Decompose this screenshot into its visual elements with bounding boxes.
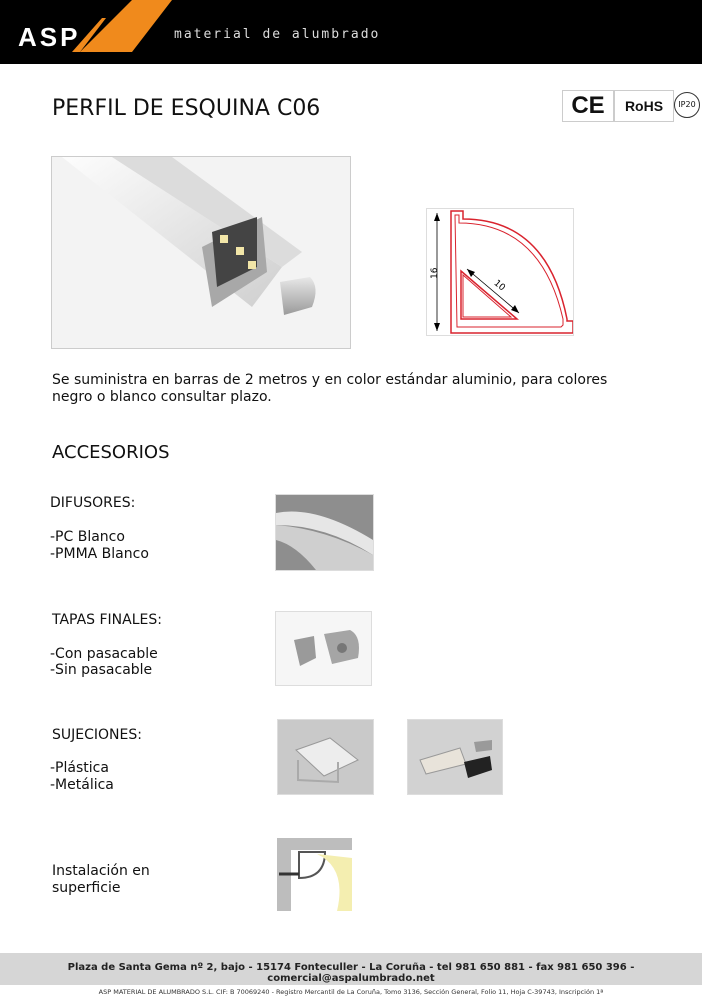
accessories-heading: ACCESORIOS (52, 442, 170, 463)
sujeciones-item: -Plástica (50, 760, 109, 776)
product-photo (51, 156, 351, 349)
metal-clip-image (407, 719, 503, 795)
asp-logo (72, 0, 172, 58)
product-description: Se suministra en barras de 2 metros y en color estándar aluminio, para colores negro o blanco consultar plazo. (52, 372, 608, 405)
tapas-title: TAPAS FINALES: (52, 612, 162, 628)
sujeciones-title: SUJECIONES: (52, 727, 142, 743)
difusores-item: -PC Blanco (50, 529, 125, 545)
tapas-item: -Con pasacable (50, 646, 158, 662)
difusor-image (275, 494, 374, 571)
tagline: material de alumbrado (174, 27, 381, 42)
difusores-title: DIFUSORES: (50, 495, 136, 511)
logo-text: ASP (18, 22, 81, 52)
dim-height-label: 16 (430, 267, 440, 279)
header-bar (0, 0, 702, 64)
instalacion-title: Instalación en (52, 863, 150, 879)
dim-diagonal-label: 10 (491, 278, 507, 294)
footer-legal: ASP MATERIAL DE ALUMBRADO S.L. CIF: B 70069240 - Registro Mercantil de La Coruña, Tomo 3136, Sección General, Folio 11, Hoja C-39743, Inscripción 1ª (98, 988, 604, 996)
difusores-item: -PMMA Blanco (50, 546, 149, 562)
footer-address: Plaza de Santa Gema nº 2, bajo - 15174 Fonteculler - La Coruña - tel 981 650 881 - fax 981 650 396 - comercial@aspalumbrado.net (67, 962, 635, 984)
installation-image (277, 838, 352, 911)
tapas-item: -Sin pasacable (50, 662, 153, 678)
profile-drawing (426, 208, 574, 336)
instalacion-title-2: superficie (52, 880, 121, 896)
ip-rating-mark: IP20 (674, 92, 700, 118)
page-title: PERFIL DE ESQUINA C06 (52, 96, 321, 121)
certification-marks (562, 90, 702, 120)
end-caps-image (275, 611, 372, 686)
ce-mark: CE (562, 90, 614, 122)
rohs-mark: RoHS (614, 90, 674, 122)
plastic-clip-image (277, 719, 374, 795)
sujeciones-item: -Metálica (50, 777, 114, 793)
